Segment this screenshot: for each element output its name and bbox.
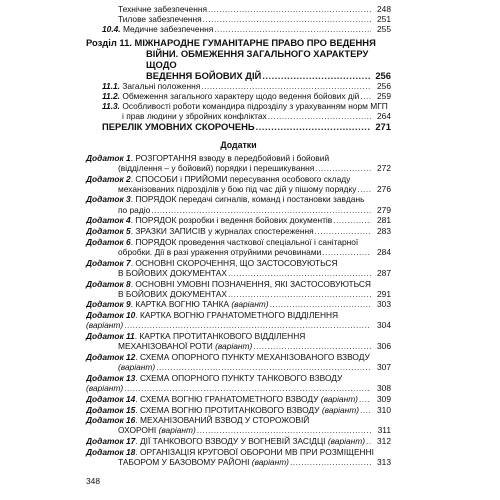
appendix-page: 284: [377, 246, 391, 257]
appendix-entry: [86, 279, 391, 299]
appendix-number: Додаток 10: [86, 310, 136, 321]
appendix-page: 287: [377, 267, 391, 278]
appendix-title: МЕХАНІЗОВАНОЇ РОТИ: [118, 341, 216, 352]
appendix-number: Додаток 15: [86, 404, 136, 415]
appendix-entry: [86, 405, 391, 415]
toc-entry: [86, 4, 391, 14]
toc-entry: [86, 24, 391, 34]
appendix-entry: [86, 299, 391, 309]
appendix-entry: [86, 415, 391, 435]
toc-entry-label: Тилове забезпечення: [118, 14, 202, 25]
appendix-title: . ПОРЯДОК проведення часткової спеціальної і санітарної: [130, 236, 359, 247]
toc-entry: [86, 14, 391, 24]
appendix-entry: [86, 310, 391, 330]
toc-entry-label: Особливості роботи командира підрозділу з урахуванням норм МГП: [120, 101, 388, 112]
appendix-entry: [86, 373, 391, 393]
appendix-variant: (варіант): [118, 362, 156, 373]
appendix-title: по радіо: [118, 204, 151, 215]
appendix-title: . СХЕМА ОПОРНОГО ПУНКТУ МЕХАНІЗОВАНОГО ВЗВОДУ: [135, 351, 370, 362]
appendix-variant: (варіант): [215, 341, 253, 352]
appendix-page: 311: [377, 425, 391, 436]
appendix-page: 308: [377, 383, 391, 394]
appendix-title: ОХОРОНІ: [118, 425, 159, 436]
toc-entry-label: Загальні положення: [120, 80, 201, 91]
appendices-heading: Додатки: [220, 140, 257, 151]
toc-entry-page: 251: [377, 14, 391, 25]
appendix-title: . МЕХАНІЗОВАНИЙ ВЗВОД У СТОРОЖОВІЙ: [135, 415, 310, 426]
appendix-page: 312: [377, 436, 391, 447]
appendix-entry: [86, 194, 391, 214]
appendix-entry: [86, 447, 391, 467]
appendix-page: 306: [377, 341, 391, 352]
appendix-title: . ДІЇ ТАНКОВОГО ВЗВОДУ У ВОГНЕВІЙ ЗАСІДЦІ: [135, 436, 328, 447]
table-of-contents: [86, 0, 391, 468]
appendix-title: . СПОСОБИ і ПРИЙОМИ пересування особового складу: [130, 173, 351, 184]
toc-entry-page: 259: [377, 90, 391, 101]
appendix-list: [86, 153, 391, 468]
appendix-page: 309: [377, 393, 391, 404]
appendix-number: Додаток 13: [86, 372, 136, 383]
appendix-number: Додаток 12: [86, 351, 136, 362]
section-title-line: Розділ 11. МІЖНАРОДНЕ ГУМАНІТАРНЕ ПРАВО ПРО ВЕДЕННЯ: [86, 36, 376, 48]
toc-entry-page: 264: [377, 111, 391, 122]
appendix-page: 276: [377, 183, 391, 194]
toc-entry: [86, 101, 391, 121]
appendix-number: Додаток 6: [86, 236, 131, 247]
appendix-number: Додаток 9: [86, 299, 131, 310]
appendix-page: 310: [377, 404, 391, 415]
appendix-number: Додаток 11: [86, 331, 135, 342]
appendix-page: 307: [377, 362, 391, 373]
appendix-entry: [86, 174, 391, 194]
appendix-title: . КАРТКА ПРОТИТАНКОВОГО ВІДДІЛЕННЯ: [134, 331, 306, 342]
appendix-title: . СХЕМА ОПОРНОГО ПУНКТУ ТАНКОВОГО ВЗВОДУ: [135, 372, 343, 383]
toc-entry-abbreviations: [86, 121, 391, 132]
appendix-title: . ОСНОВНІ СКОРОЧЕННЯ, ЩО ЗАСТОСОВУЮТЬСЯ: [130, 257, 338, 268]
appendix-entry: [86, 226, 391, 236]
appendix-number: Додаток 14: [86, 393, 136, 404]
appendix-title: . СХЕМА ВОГНЮ ГРАНАТОМЕТНОГО ВЗВОДУ: [135, 393, 321, 404]
toc-entry-label: ПЕРЕЛІК УМОВНИХ СКОРОЧЕНЬ: [102, 121, 255, 133]
appendix-page: 304: [377, 320, 391, 331]
appendix-entry: [86, 258, 391, 278]
appendix-title: механізованих підрозділів у бою під час дій у пішому порядку: [118, 183, 357, 194]
appendix-title: . ПОРЯДОК розробки і ведення бойових документів: [130, 215, 333, 226]
appendix-title: . ПОРЯДОК передачі сигналів, команд і постановки завдань: [130, 194, 365, 205]
appendix-variant: (варіант): [158, 425, 196, 436]
toc-entry-number: 11.3.: [102, 101, 121, 112]
toc-entry: [86, 91, 391, 101]
appendix-page: 283: [377, 226, 391, 237]
toc-entry-label: і прав людини у збройних конфліктах: [122, 111, 267, 122]
appendix-number: Додаток 17: [86, 436, 136, 447]
toc-entry-page: 256: [377, 80, 391, 91]
appendix-title: В БОЙОВИХ ДОКУМЕНТАХ: [118, 288, 227, 299]
appendix-number: Додаток 8: [86, 278, 131, 289]
appendix-entry: [86, 352, 391, 372]
toc-entry-label: Технічне забезпечення: [118, 4, 207, 14]
toc-entry-page: 248: [377, 4, 391, 14]
appendix-entry: [86, 215, 391, 225]
appendix-number: Додаток 2: [86, 173, 131, 184]
appendix-variant: (варіант): [86, 383, 124, 394]
toc-entry-page: 255: [377, 24, 391, 35]
section-11-heading: [86, 37, 391, 81]
appendix-title: . КАРТКА ВОГНЮ ТАНКА: [130, 299, 232, 310]
appendix-number: Додаток 7: [86, 257, 131, 268]
appendix-title: . КАРТКА ВОГНЮ ГРАНАТОМЕТНОГО ВІДДІЛЕННЯ: [135, 310, 339, 321]
toc-entry-page: 256: [375, 69, 391, 81]
appendix-entry: [86, 394, 391, 404]
appendix-title: . ОРГАНІЗАЦІЯ КРУГОВОЇ ОБОРОНИ МВ ПРИ РОЗМІЩЕННІ: [135, 446, 374, 457]
appendix-title: (відділення – у бойовий) порядки і перешикування: [118, 162, 315, 173]
appendix-title: . ОСНОВНІ УМОВНІ ПОЗНАЧЕННЯ, ЯКІ ЗАСТОСОВУЮТЬСЯ: [130, 278, 371, 289]
appendix-entry: [86, 153, 391, 173]
page-number: 348: [86, 476, 100, 486]
appendix-title: ТАБОРОМ У БАЗОВОМУ РАЙОНІ: [118, 457, 252, 468]
appendix-title: обробки. Дії в разі ураження отруйними речовинами: [118, 246, 322, 257]
appendix-title: . ЗРАЗКИ ЗАПИСІВ у журналах спостереження: [130, 226, 314, 237]
appendix-number: Додаток 5: [86, 226, 131, 237]
toc-entry-page: 271: [375, 121, 391, 133]
appendix-page: 313: [377, 457, 391, 468]
appendix-number: Додаток 16: [86, 415, 136, 426]
appendix-page: 281: [377, 215, 391, 226]
appendix-title: . СХЕМА ВОГНЮ ПРОТИТАНКОВОГО ВЗВОДУ: [135, 404, 322, 415]
toc-entry: [86, 81, 391, 91]
appendix-variant: (варіант): [86, 320, 124, 331]
appendix-page: 279: [377, 204, 391, 215]
appendix-number: Додаток 18: [86, 446, 136, 457]
appendix-entry: [86, 237, 391, 257]
appendix-number: Додаток 1: [86, 152, 131, 163]
toc-entry-number: 10.4.: [102, 24, 121, 35]
appendix-entry: [86, 331, 391, 351]
section-title-line: ВЕДЕННЯ БОЙОВИХ ДІЙ: [146, 69, 262, 81]
appendix-title: В БОЙОВИХ ДОКУМЕНТАХ: [118, 267, 227, 278]
appendix-number: Додаток 3: [86, 194, 131, 205]
section-title-line: ВІЙНИ. ОБМЕЖЕННЯ ЗАГАЛЬНОГО ХАРАКТЕРУ ЩОДО: [146, 47, 369, 70]
toc-entry-label: Обмеження загального характеру щодо ведення бойових дій: [120, 90, 360, 101]
appendix-number: Додаток 4: [86, 215, 131, 226]
appendix-variant: (варіант): [321, 404, 360, 415]
appendix-variant: (варіант): [327, 436, 366, 447]
appendix-variant: (варіант): [231, 299, 269, 310]
toc-entry-label: Медичне забезпечення: [120, 24, 214, 35]
appendix-page: 291: [377, 288, 391, 299]
appendix-page: 272: [377, 162, 391, 173]
appendix-title: . РОЗГОРТАННЯ взводу в передбойовий і бойовий: [130, 152, 330, 163]
appendix-page: 303: [377, 299, 391, 310]
toc-entry-number: 11.1.: [102, 80, 121, 91]
appendix-variant: (варіант): [251, 457, 289, 468]
appendix-entry: [86, 436, 391, 446]
appendix-variant: (варіант): [320, 393, 358, 404]
toc-entry-number: 11.2.: [102, 90, 121, 101]
